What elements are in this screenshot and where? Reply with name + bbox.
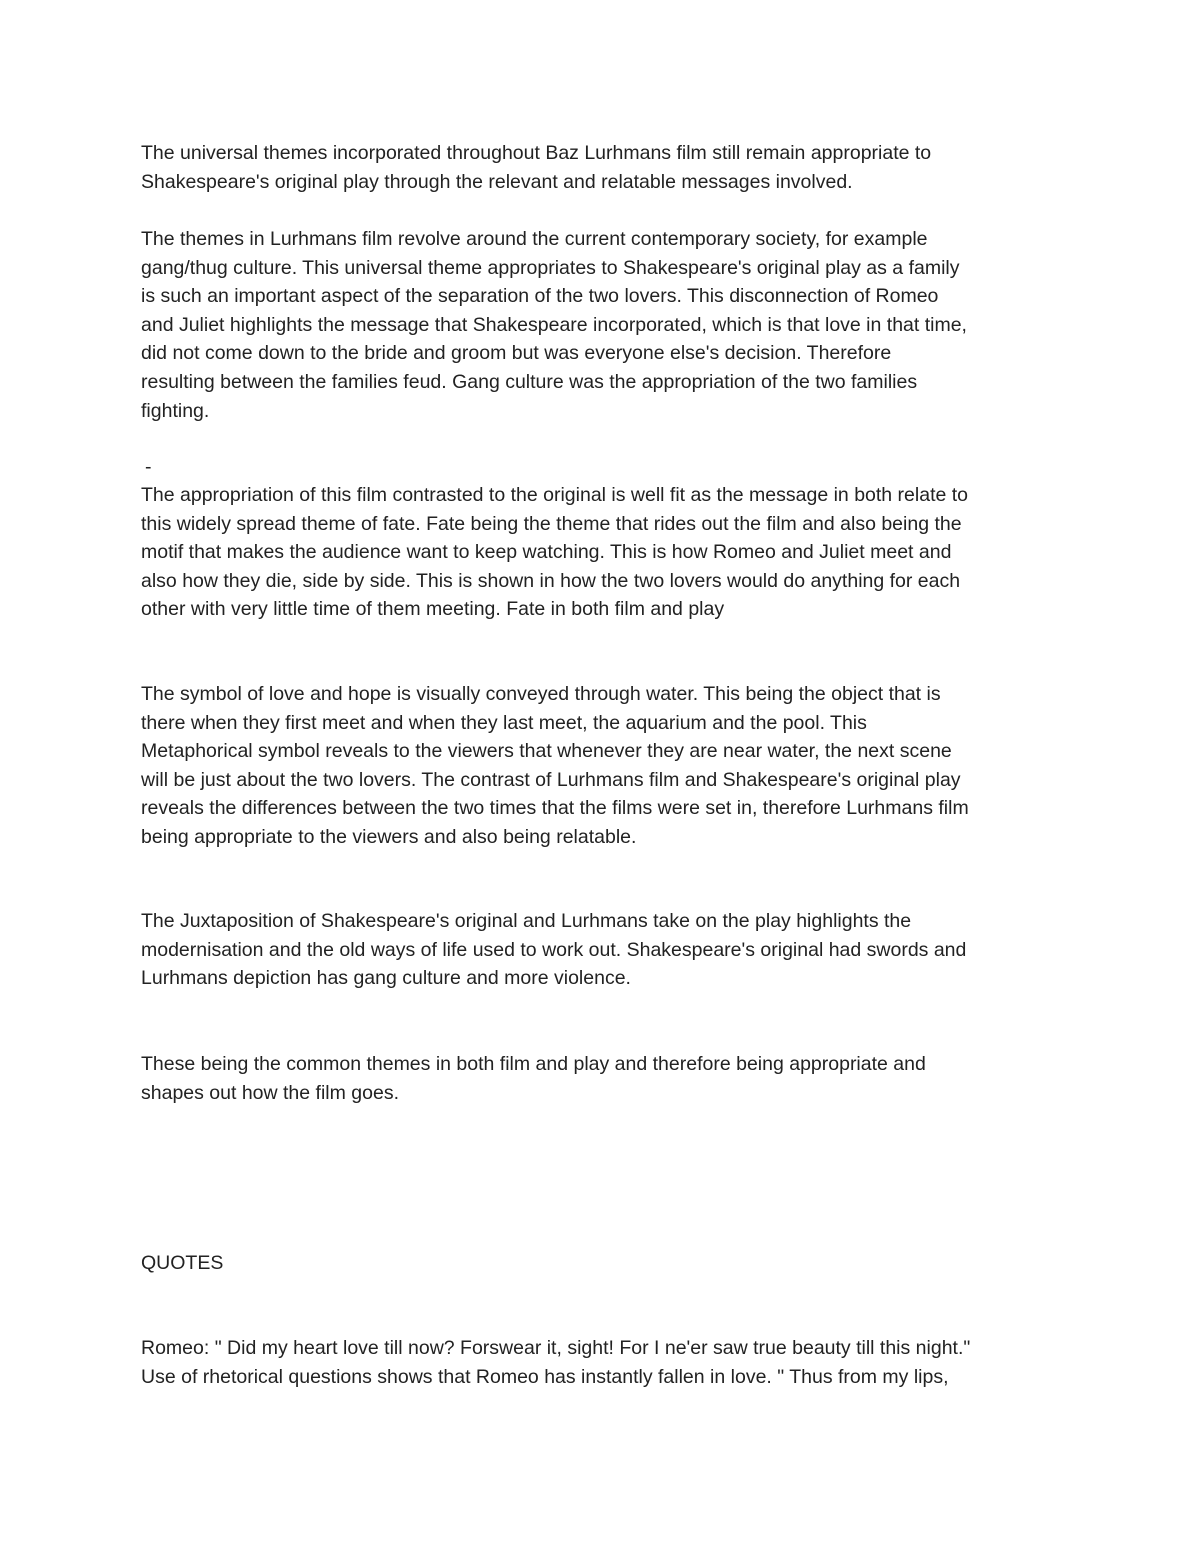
paragraph-conclusion <box>141 1050 1071 1107</box>
text-line: Metaphorical symbol reveals to the viewers that whenever they are near water, the next scene <box>141 740 952 763</box>
text-line: The universal themes incorporated throughout Baz Lurhmans film still remain appropriate to <box>141 142 932 164</box>
text-line: other with very little time of them meeting. Fate in both film and play <box>141 598 725 621</box>
text-line: gang/thug culture. This universal theme appropriates to Shakespeare's original play as a family <box>141 256 960 279</box>
text-line: These being the common themes in both film and play and therefore being appropriate and <box>141 1053 926 1075</box>
quotes-heading <box>141 1249 1071 1278</box>
paragraph-themes <box>141 225 1071 425</box>
text-line: also how they die, side by side. This is shown in how the two lovers would do anything for each <box>141 569 961 592</box>
dash-separator <box>145 453 1075 482</box>
text-line: there when they first meet and when they last meet, the aquarium and the pool. This <box>141 711 867 734</box>
text-line: The symbol of love and hope is visually conveyed through water. This being the object that is <box>141 683 941 705</box>
text-line: being appropriate to the viewers and also being relatable. <box>141 825 637 848</box>
text-line: is such an important aspect of the separation of the two lovers. This disconnection of Romeo <box>141 285 939 308</box>
text-line: Shakespeare's original play through the relevant and relatable messages involved. <box>141 170 853 193</box>
text-line: - <box>145 456 152 478</box>
paragraph-fate <box>141 481 1071 624</box>
text-line: will be just about the two lovers. The contrast of Lurhmans film and Shakespeare's original play <box>141 768 961 791</box>
paragraph-intro <box>141 139 1071 196</box>
paragraph-water-symbol <box>141 680 1071 852</box>
text-line: reveals the differences between the two times that the films were set in, therefore Lurhmans film <box>141 797 969 820</box>
text-line: The Juxtaposition of Shakespeare's original and Lurhmans take on the play highlights the <box>141 910 912 932</box>
paragraph-quote-romeo <box>141 1334 1071 1391</box>
text-line: modernisation and the old ways of life used to work out. Shakespeare's original had swords and <box>141 938 967 961</box>
text-line: Romeo: " Did my heart love till now? Forswear it, sight! For I ne'er saw true beauty till this night." <box>141 1337 971 1359</box>
text-line: Use of rhetorical questions shows that Romeo has instantly fallen in love. " Thus from my lips, <box>141 1365 949 1388</box>
text-line: and Juliet highlights the message that Shakespeare incorporated, which is that love in that time, <box>141 313 967 336</box>
text-line: Lurhmans depiction has gang culture and more violence. <box>141 967 631 990</box>
text-line: fighting. <box>141 399 210 422</box>
text-line: The themes in Lurhmans film revolve around the current contemporary society, for example <box>141 228 928 250</box>
text-line: The appropriation of this film contrasted to the original is well fit as the message in both relate to <box>141 484 969 506</box>
text-line: did not come down to the bride and groom but was everyone else's decision. Therefore <box>141 342 892 365</box>
paragraph-juxtaposition <box>141 907 1071 993</box>
text-line: shapes out how the film goes. <box>141 1081 399 1104</box>
text-line: motif that makes the audience want to keep watching. This is how Romeo and Juliet meet and <box>141 541 952 564</box>
text-line: this widely spread theme of fate. Fate being the theme that rides out the film and also being the <box>141 512 962 535</box>
heading-text: QUOTES <box>141 1252 224 1274</box>
text-line: resulting between the families feud. Gang culture was the appropriation of the two families <box>141 370 918 393</box>
